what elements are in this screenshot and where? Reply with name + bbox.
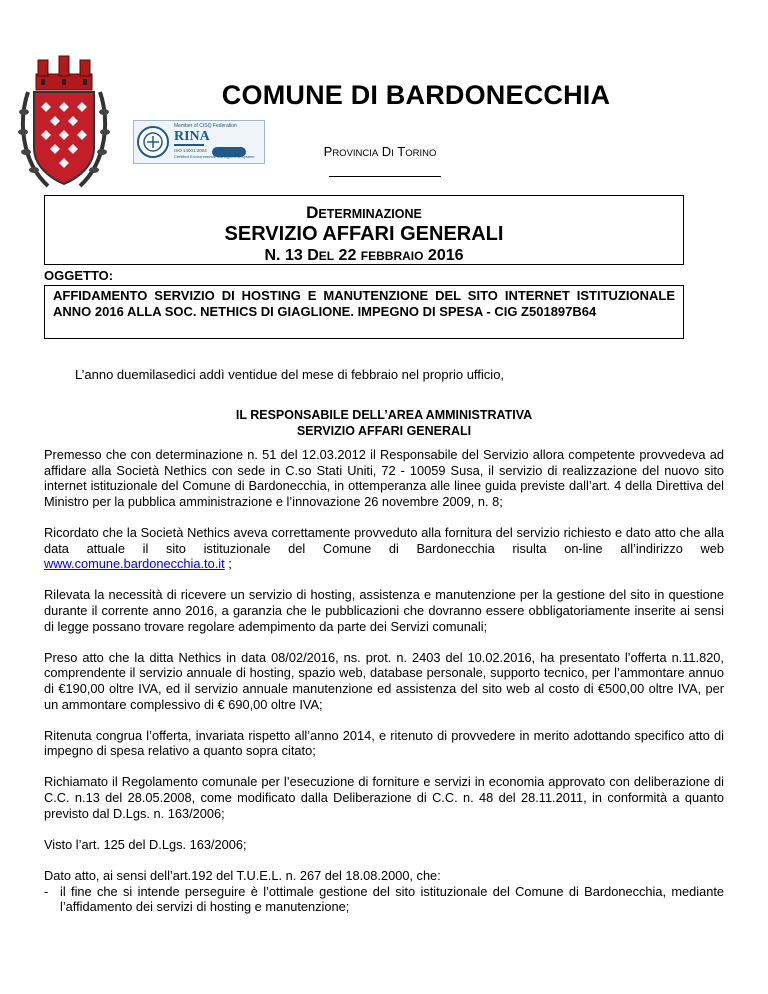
cert-system-text: Certified Environmental Management System — [174, 154, 255, 159]
paragraph-ricordato-end: ; — [224, 556, 232, 572]
website-link[interactable]: www.comune.bardonecchia.to.it — [44, 556, 225, 572]
provincia-label — [300, 144, 460, 159]
paragraph-preso-atto: Preso atto che la ditta Nethics in data 08/02/2016, ns. prot. n. 2403 del 10.02.2016, ha presentato l’offerta n.11.820, comprendente il servizio annuale di hosting, spazio web, database personale, supporto tecnico, per l’ammontare annuo di €190,00 oltre IVA, ed il servizio annuale manutenzione ed assistenza del sito web al costo di €500,00 oltre IVA, per un ammontare complessivo di € 690,00 oltre IVA; — [44, 649, 724, 712]
paragraph-richiamato: Richiamato il Regolamento comunale per l’esecuzione di forniture e servizi in economia approvato con deliberazione di C.C. n.13 del 28.05.2008, come modificato dalla Deliberazione di C.C. n. 48 del 28.11.2011, in conformità a quanto previsto dal D.Lgs. n. 163/2006; — [44, 774, 724, 821]
cert-iso-text: ISO 14001:2004 — [174, 148, 207, 153]
determinazione-label: DETERMINAZIONE — [306, 203, 422, 222]
bullet-dash: - — [44, 883, 49, 899]
service-name: SERVIZIO AFFARI GENERALI — [224, 223, 504, 245]
paragraph-ricordato — [44, 525, 724, 572]
paragraph-ricordato-text: Ricordato che la Società Nethics aveva correttamente provveduto alla fornitura del servizio richiesto e dato atto che alla data attuale il sito istituzionale del Comune di Bardonecchia risulta on-line all’indirizzo web — [44, 524, 724, 556]
bullet-text: il fine che si intende perseguire è l’ottimale gestione del sito istituzionale del Comune di Bardonecchia, mediante l’affidamento dei servizi di hosting e manutenzione; — [60, 883, 724, 915]
responsabile-line2: SERVIZIO AFFARI GENERALI — [296, 424, 472, 438]
rina-brand-text: RINA — [174, 129, 210, 144]
oggetto-text: AFFIDAMENTO SERVIZIO DI HOSTING E MANUTENZIONE DEL SITO INTERNET ISTITUZIONALE ANNO 2016 ALLA SOC. NETHICS DI GIAGLIONE. IMPEGNO DI SPESA - CIG Z501897B64 — [44, 285, 684, 339]
responsabile-line1: IL RESPONSABILE DELL’AREA AMMINISTRATIVA — [235, 408, 533, 422]
paragraph-dato-atto: Dato atto, ai sensi dell’art.192 del T.U.E.L. n. 267 del 18.08.2000, che: — [44, 868, 441, 884]
rina-certification-logo — [133, 120, 265, 164]
intro-text: L’anno duemilasedici addì ventidue del mese di febbraio nel proprio ufficio, — [75, 367, 505, 382]
provincia-text: PROVINCIA DI TORINO — [323, 144, 437, 159]
list-item — [44, 884, 724, 915]
paragraph-premesso: Premesso che con determinazione n. 51 del 12.03.2012 il Responsabile del Servizio allora competente provvedeva ad affidare alla Società Nethics con sede in C.so Stati Uniti, 72 - 10059 Susa, il servizio di realizzazione del nuovo sito internet istituzionale del Comune di Bardonecchia, in ottemperanza alle linee guida previste dall’art. 4 della Direttiva del Ministro per la pubblica amministrazione e l’innovazione 26 novembre 2009, n. 8; — [44, 447, 724, 509]
determinazione-box — [44, 195, 684, 265]
municipal-crest — [18, 52, 110, 192]
determinazione-number: N. 13 DEL 22 FEBBRAIO 2016 — [264, 247, 464, 264]
header-divider — [329, 176, 441, 177]
responsabile-heading — [44, 407, 724, 439]
paragraph-visto: Visto l’art. 125 del D.Lgs. 163/2006; — [44, 836, 247, 852]
paragraph-rilevata: Rilevata la necessità di ricevere un servizio di hosting, assistenza e manutenzione per la gestione del sito in questione durante il corrente anno 2016, a garanzia che le pubblicazioni che dovranno essere obbligatoriamente inserite ai sensi di legge possano trovare regolare adempimento da parte dei Servizi comunali; — [44, 587, 724, 634]
page-title: COMUNE DI BARDONECCHIA — [221, 80, 611, 110]
cert-member-text: Member of CISQ Federation — [174, 123, 237, 129]
document-body — [44, 447, 724, 915]
paragraph-ritenuta: Ritenuta congrua l’offerta, invariata rispetto all’anno 2014, e ritenuto di provvedere in merito adottando specifico atto di impegno di spesa relativo a quanto sopra citato; — [44, 727, 724, 759]
oggetto-label: OGGETTO: — [44, 268, 114, 283]
